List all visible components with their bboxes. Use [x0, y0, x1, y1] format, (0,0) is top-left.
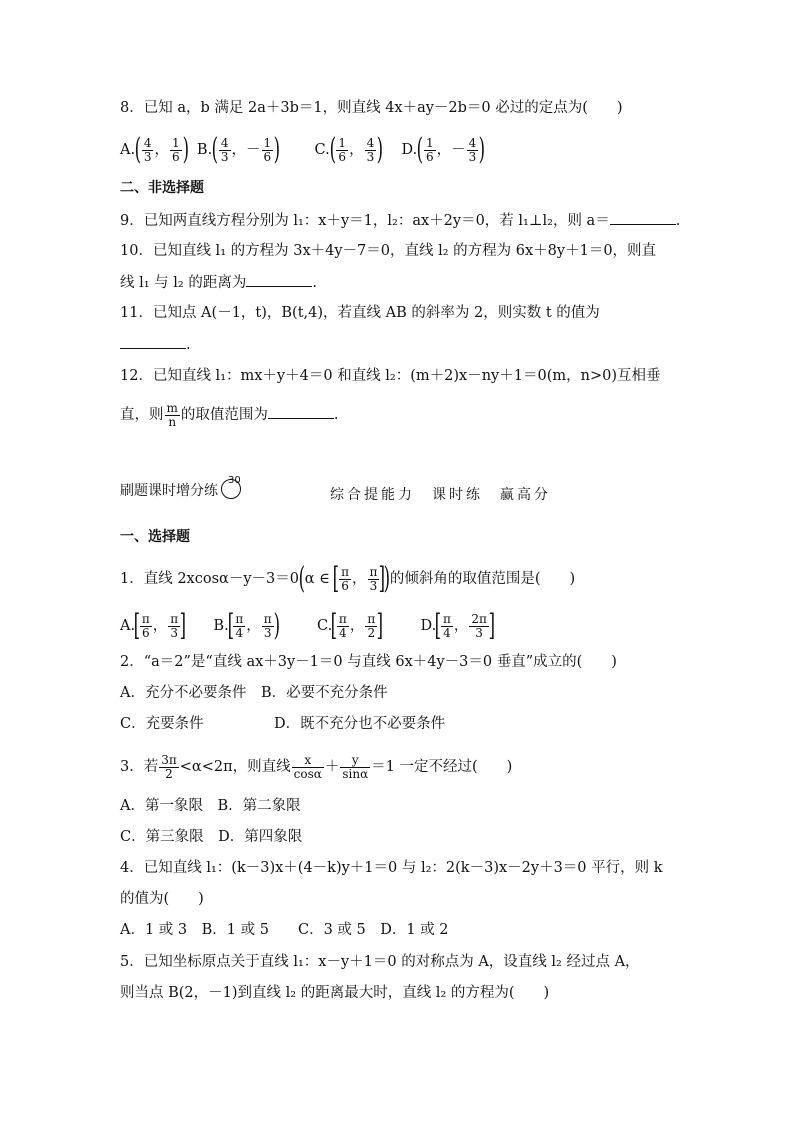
section2-title: 二、非选择题: [120, 180, 204, 196]
q11-line1: 11．已知点 A(－1，t)，B(t,4)，若直线 AB 的斜率为 2，则实数 t 的值为: [120, 305, 600, 321]
p4-line2: 的值为( ): [120, 891, 204, 907]
p3-option-b[interactable]: B．第二象限: [217, 798, 301, 814]
q10-answer-blank[interactable]: [246, 272, 312, 287]
p4-option-a[interactable]: A．1 或 3: [120, 922, 188, 938]
p2-option-b[interactable]: B．必要不充分条件: [260, 685, 388, 701]
p4-option-d[interactable]: D．1 或 2: [380, 922, 449, 938]
p4-option-c[interactable]: C．3 或 5: [297, 922, 366, 938]
q12-line2: 直，则 $\frac{m}{n}$ 的取值范围为 .: [120, 400, 339, 429]
p1-stem: 1．直线 2xcosα－y－3＝0(α ∈ [ $\frac{\pi}{6}$ ， $\frac{\pi}{3}$ ])的倾斜角的取值范围是( ): [120, 561, 576, 596]
p2-option-c[interactable]: C．充要条件: [120, 716, 204, 732]
q9-answer-blank[interactable]: [610, 210, 676, 225]
p3-option-a[interactable]: A．第一象限: [120, 798, 203, 814]
q8-option-a[interactable]: A.( $\frac{4}{3}$ ， $\frac{1}{6}$ ): [120, 132, 189, 167]
p1-option-a[interactable]: A.[ $\frac{\pi}{6}$ ， $\frac{\pi}{3}$ ]: [120, 608, 187, 643]
q10-line2: 线 l₁ 与 l₂ 的距离为 .: [120, 272, 317, 293]
p3-option-c[interactable]: C．第三象限: [120, 829, 204, 845]
p2-options-row1: [120, 683, 388, 703]
p1-option-b[interactable]: B.[ $\frac{\pi}{4}$ ， $\frac{\pi}{3}$ ): [213, 608, 280, 643]
p2-stem: 2．“a＝2”是“直线 ax＋3y－1＝0 与直线 6x＋4y－3＝0 垂直”成立的( ): [120, 654, 617, 670]
q12-line1: 12．已知直线 l₁：mx＋y＋4＝0 和直线 l₂：(m＋2)x－ny＋1＝0(m，n>0)互相垂: [120, 368, 661, 384]
p5-line2: 则当点 B(2，－1)到直线 l₂ 的距离最大时，直线 l₂ 的方程为( ): [120, 985, 550, 1001]
p3-options-row1: [120, 796, 301, 816]
practice-slogan: 综合提能力 课时练 赢高分: [330, 487, 551, 503]
p2-option-a[interactable]: A．充分不必要条件: [120, 685, 247, 701]
p1-options: [120, 606, 494, 646]
p4-option-b[interactable]: B．1 或 5: [201, 922, 269, 938]
p5-line1: 5．已知坐标原点关于直线 l₁：x－y＋1＝0 的对称点为 A，设直线 l₂ 经过点 A，: [120, 954, 640, 970]
q10-line1: 10．已知直线 l₁ 的方程为 3x＋4y－7＝0，直线 l₂ 的方程为 6x＋8y＋1＝0，则直: [120, 243, 657, 259]
p4-options: [120, 920, 449, 940]
q8-option-d[interactable]: D.( $\frac{1}{6}$ ，－ $\frac{4}{3}$ ): [401, 132, 486, 167]
p2-option-d[interactable]: D．既不充分也不必要条件: [274, 716, 446, 732]
p4-line1: 4．已知直线 l₁：(k－3)x＋(4－k)y＋1＝0 与 l₂：2(k－3)x－2y＋3＝0 平行，则 k: [120, 860, 663, 876]
q11-line2: .: [120, 334, 191, 355]
p3-options-row2: [120, 827, 302, 847]
q8-options: [120, 130, 485, 170]
p3-option-d[interactable]: D．第四象限: [218, 829, 303, 845]
lesson-number-badge: 30: [221, 479, 241, 499]
q9: 9．已知两直线方程分别为 l₁：x＋y＝1，l₂：ax＋2y＝0，若 l₁⊥l₂，则 a＝ .: [120, 210, 680, 231]
q11-answer-blank[interactable]: [120, 334, 186, 349]
practice-header: [120, 475, 241, 501]
p3-stem: 3．若 $\frac{3\pi}{2}$ <α<2π，则直线 $\frac{x}{\cos\alpha}$ ＋ $\frac{y}{\sin\alpha}$ ＝1 一定不经过( ): [120, 752, 513, 781]
q8-option-b[interactable]: B.( $\frac{4}{3}$ ，－ $\frac{1}{6}$ ): [196, 132, 281, 167]
p1-option-d[interactable]: D.[ $\frac{\pi}{4}$ ， $\frac{2\pi}{3}$ ]: [420, 608, 495, 643]
q8-option-c[interactable]: C.( $\frac{1}{6}$ ， $\frac{4}{3}$ ): [314, 132, 384, 167]
section1-title: 一、选择题: [120, 529, 190, 545]
q12-answer-blank[interactable]: [268, 404, 334, 419]
practice-title: 刷题课时增分练: [120, 483, 218, 499]
p2-options-row2: [120, 714, 445, 734]
q8-stem: 8．已知 a，b 满足 2a＋3b＝1，则直线 4x＋ay－2b＝0 必过的定点为( ): [120, 100, 623, 116]
p1-option-c[interactable]: C.[ $\frac{\pi}{4}$ ， $\frac{\pi}{2}$ ]: [317, 608, 384, 643]
